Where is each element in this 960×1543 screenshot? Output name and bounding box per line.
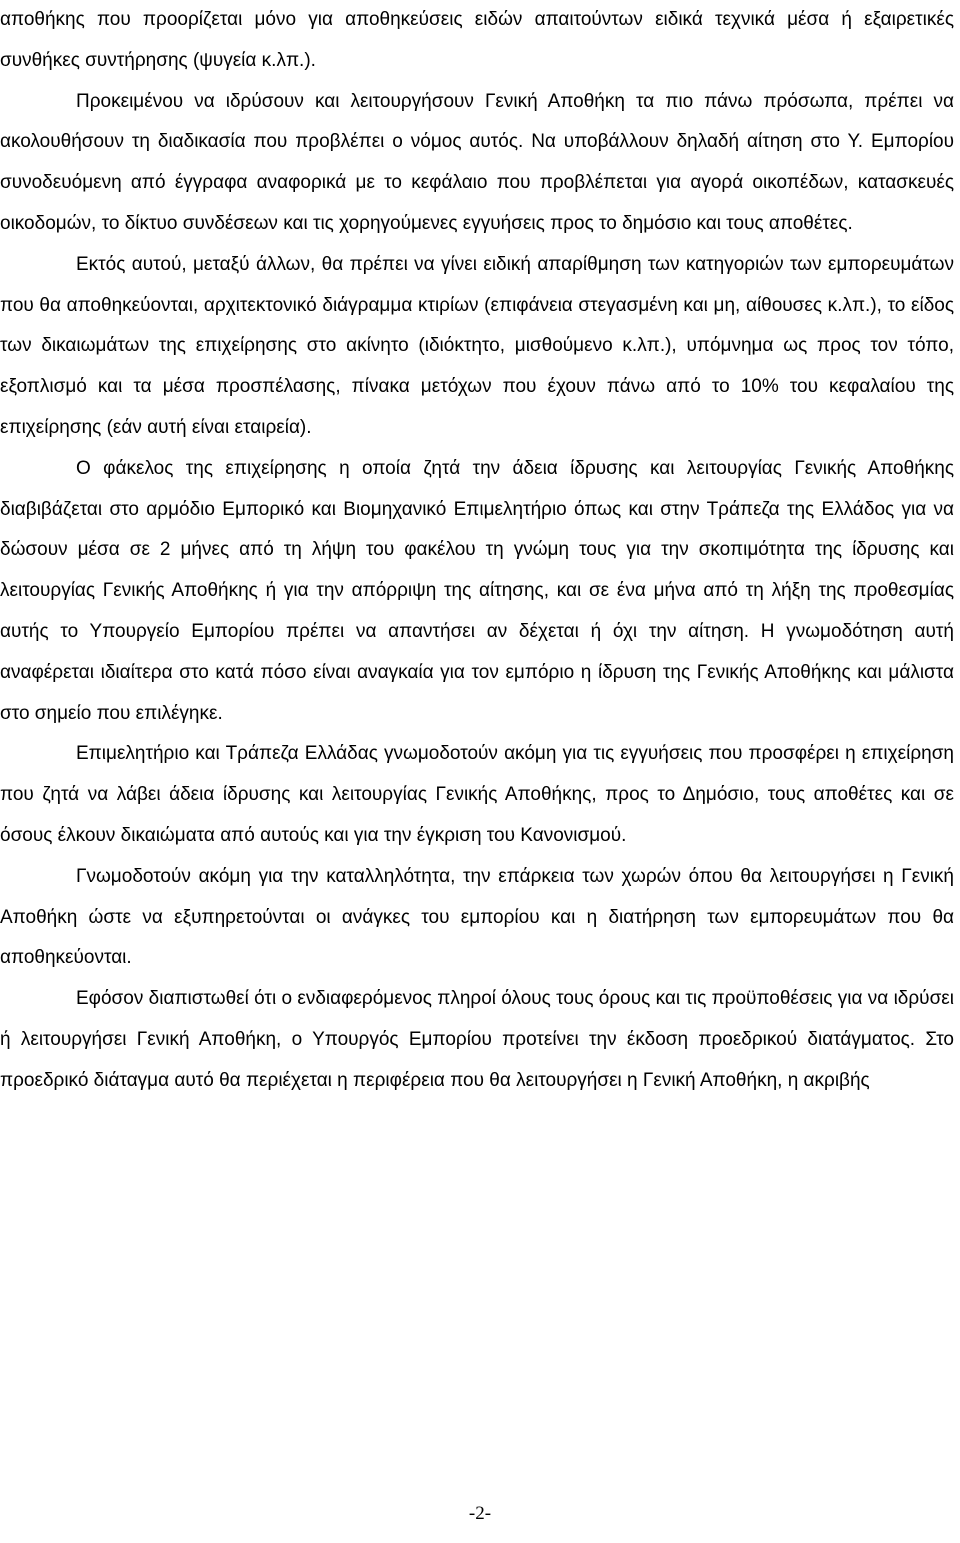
paragraph: Προκειμένου να ιδρύσουν και λειτουργήσουν Γενική Αποθήκη τα πιο πάνω πρόσωπα, πρέπει να ακολουθήσουν τη διαδικασία που προβλέπει ο νόμος αυτός. Να υποβάλλουν δηλαδή αίτηση στο Υ. Εμπορίου συνοδευόμενη από έγγραφα αναφορικά με το κεφάλαιο που προβλέπεται για αγορά οικοπέδων, κατασκευές οικοδομών, το δίκτυο συνδέσεων και τις χορηγούμενες εγγυήσεις προς το δημόσιο και τους αποθέτες. <box>0 90 954 234</box>
paragraph: Γνωμοδοτούν ακόμη για την καταλληλότητα, την επάρκεια των χωρών όπου θα λειτουργήσει η Γενική Αποθήκη ώστε να εξυπηρετούνται οι ανάγκες του εμπορίου και η διατήρηση των εμπορευμάτων που θα αποθηκεύονται. <box>0 865 954 969</box>
paragraph-continuation: αποθήκης που προορίζεται μόνο για αποθηκεύσεις ειδών απαιτούντων ειδικά τεχνικά μέσα ή εξαιρετικές συνθήκες συντήρησης (ψυγεία κ.λπ.). <box>0 9 954 71</box>
paragraph: Εκτός αυτού, μεταξύ άλλων, θα πρέπει να γίνει ειδική απαρίθμηση των κατηγοριών των εμπορευμάτων που θα αποθηκεύονται, αρχιτεκτονικό διάγραμμα κτιρίων (επιφάνεια στεγασμένη και μη, αίθουσες κ.λπ.), το είδος των δικαιωμάτων της επιχείρησης στο ακίνητο (ιδιόκτητο, μισθούμενο κ.λπ.), υπόμνημα ως προς τον τόπο, εξοπλισμό και τα μέσα προσπέλασης, πίνακα μετόχων που έχουν πάνω από το 10% του κεφαλαίου της επιχείρησης (εάν αυτή είναι εταιρεία). <box>0 253 954 438</box>
page-number: -2- <box>468 1503 492 1524</box>
paragraph: Επιμελητήριο και Τράπεζα Ελλάδας γνωμοδοτούν ακόμη για τις εγγυήσεις που προσφέρει η επιχείρηση που ζητά να λάβει άδεια ίδρυσης και λειτουργίας Γενικής Αποθήκης, προς το Δημόσιο, τους αποθέτες και σε όσους έλκουν δικαιώματα από αυτούς και για την έγκριση του Κανονισμού. <box>0 743 954 846</box>
paragraph: Ο φάκελος της επιχείρησης η οποία ζητά την άδεια ίδρυσης και λειτουργίας Γενικής Αποθήκης διαβιβάζεται στο αρμόδιο Εμπορικό και Βιομηχανικό Επιμελητήριο όπως και στην Τράπεζα της Ελλάδος για να δώσουν μέσα σε 2 μήνες από τη λήψη του φακέλου τη γνώμη τους για την σκοπιμότητα της ίδρυσης και λειτουργίας Γενικής Αποθήκης ή για την απόρριψη της αίτησης, και σε ένα μήνα από τη λήξη της προθεσμίας αυτής το Υπουργείο Εμπορίου πρέπει να απαντήσει αν δέχεται ή όχι την αίτηση. Η γνωμοδότηση αυτή αναφέρεται ιδιαίτερα στο κατά πόσο είναι αναγκαία για τον εμπόριο η ίδρυση της Γενικής Αποθήκης και μάλιστα στο σημείο που επιλέγηκε. <box>0 457 954 724</box>
paragraph: Εφόσον διαπιστωθεί ότι ο ενδιαφερόμενος πληροί όλους τους όρους και τις προϋποθέσεις για να ιδρύσει ή λειτουργήσει Γενική Αποθήκη, ο Υπουργός Εμπορίου προτείνει την έκδοση προεδρικού διατάγματος. Στο προεδρικό διάταγμα αυτό θα περιέχεται η περιφέρεια που θα λειτουργήσει η Γενική Αποθήκη, η ακριβής <box>0 988 954 1091</box>
